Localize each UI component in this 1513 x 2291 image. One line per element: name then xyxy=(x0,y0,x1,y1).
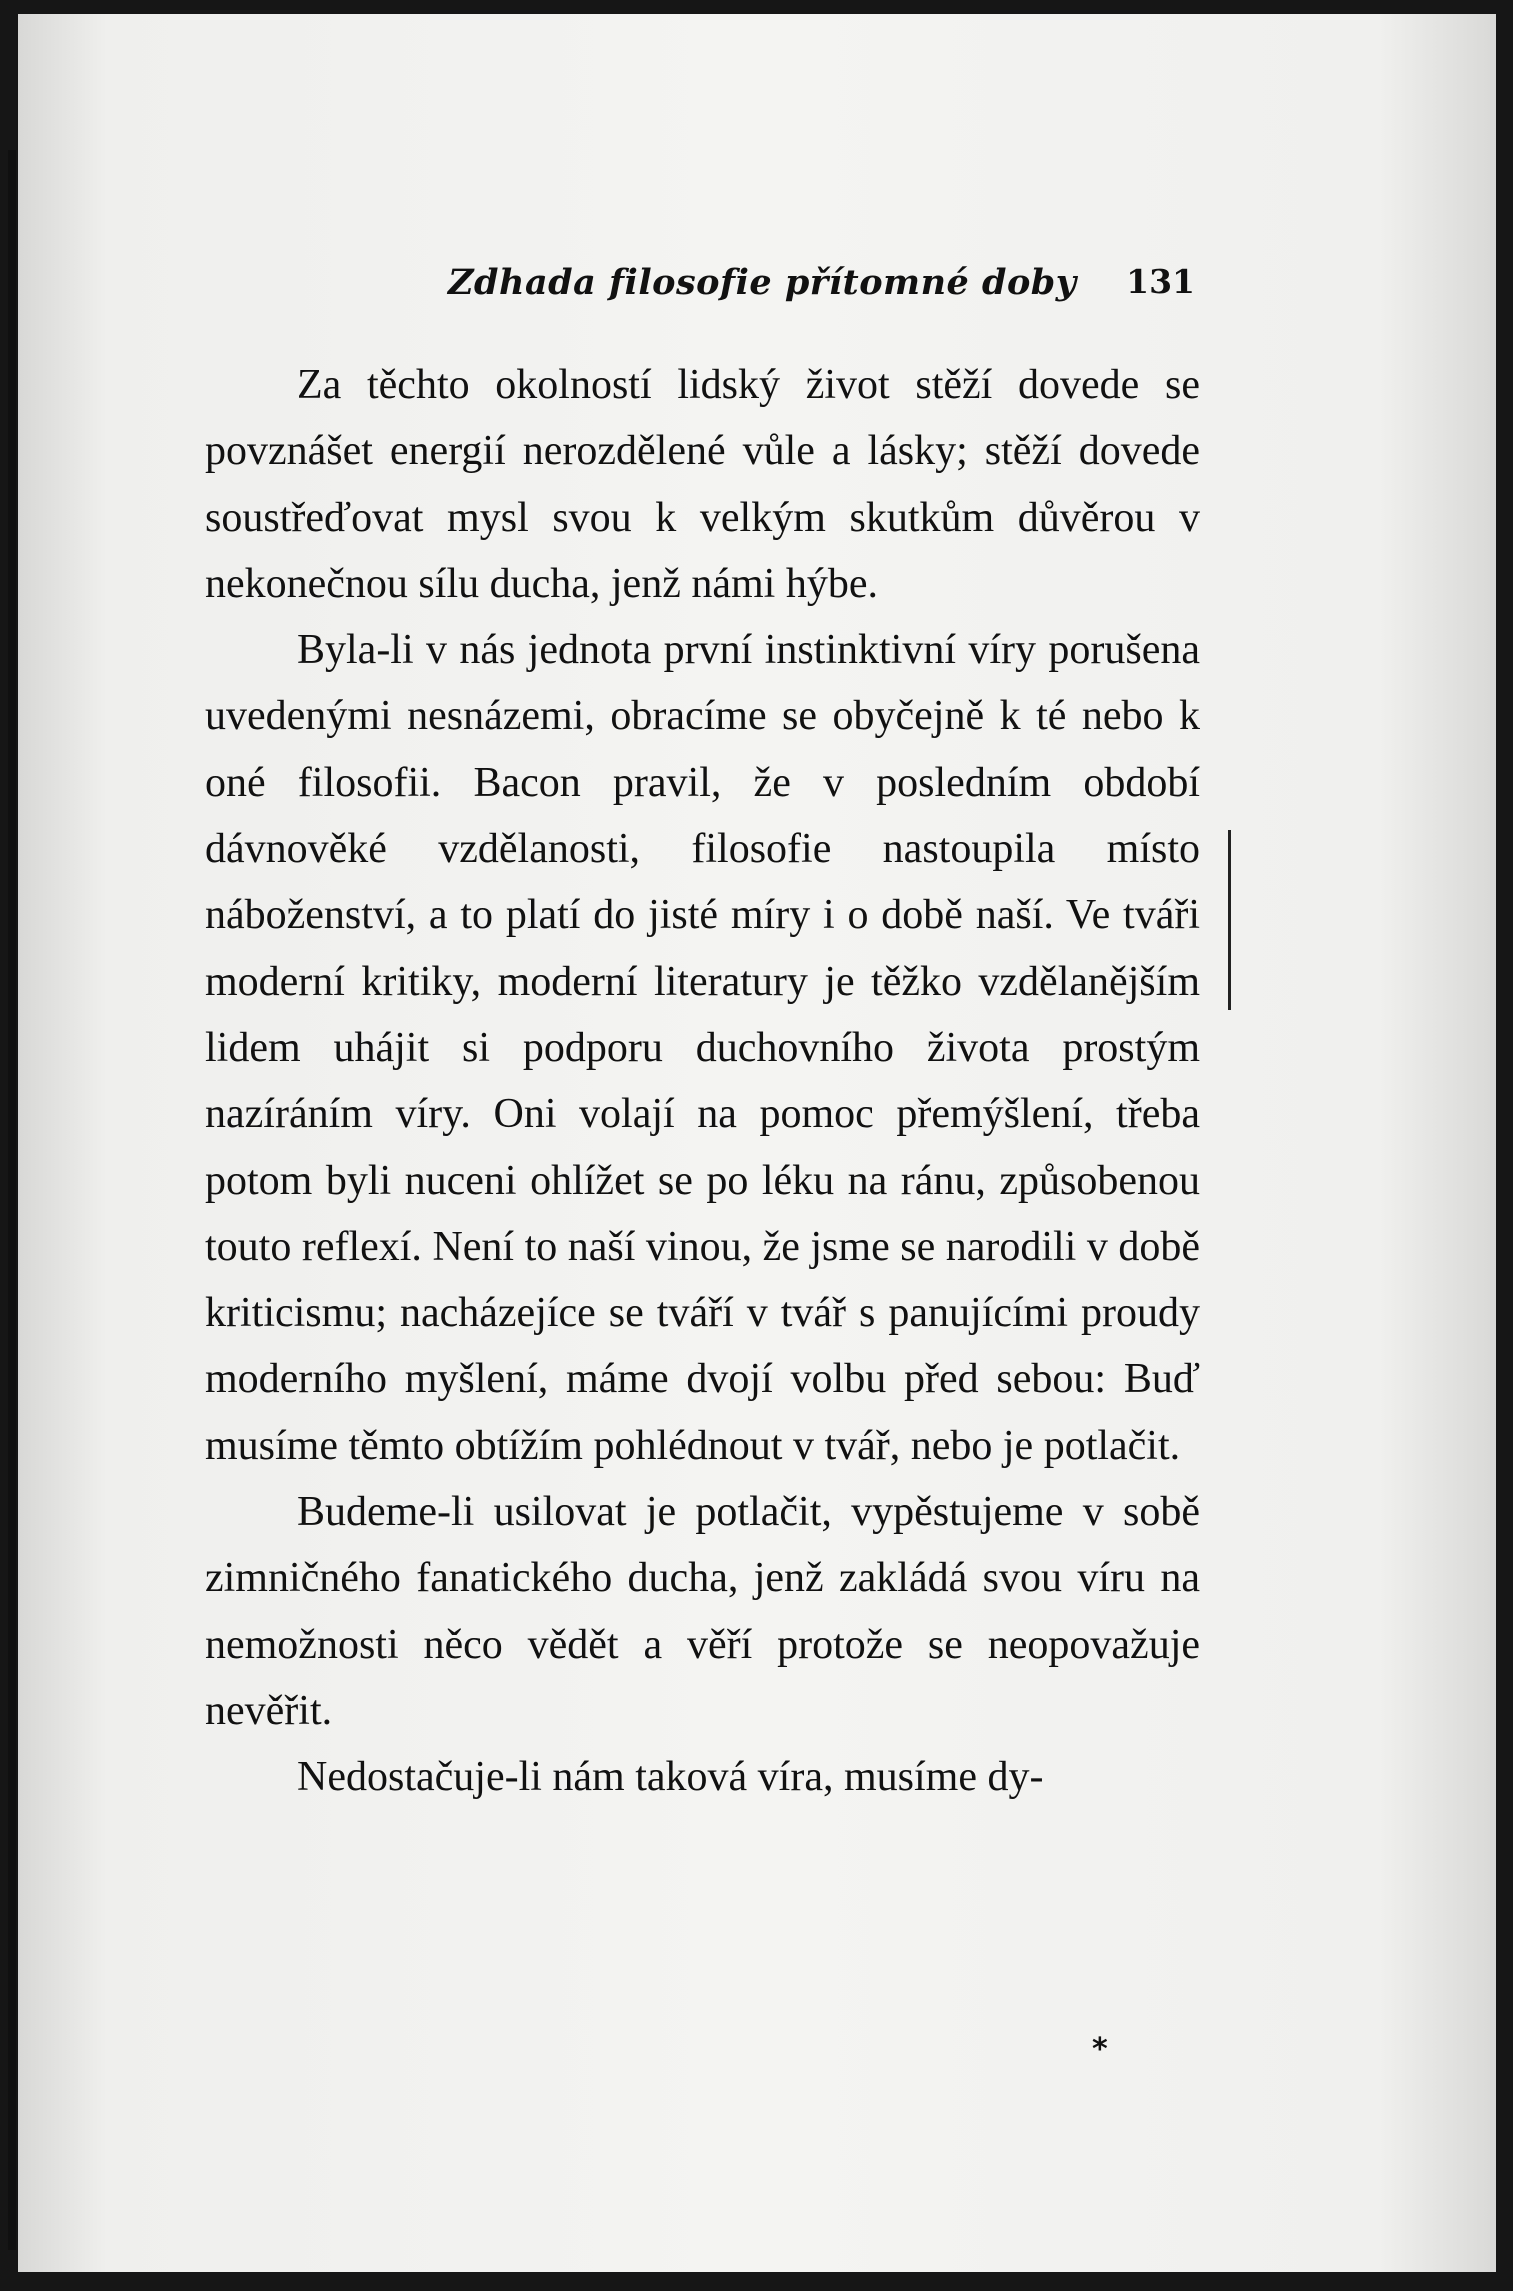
signature-mark: * xyxy=(1092,2032,1108,2067)
paragraph-3: Budeme-li usilovat je potlačit, vypěstujeme v sobě zimničného fanatického ducha, jenž zakládá svou víru na nemožnosti něco vědět a věří protože se neopovažuje nevěřit. xyxy=(205,1489,1200,1734)
running-title: Zdhada filosofie přítomné doby xyxy=(448,262,1077,303)
paragraph-1: Za těchto okolností lidský život stěží dovede se povznášet energií nerozdělené vůle a lásky; stěží dovede soustřeďovat mysl svou k velkým skutkům důvěrou v nekonečnou sílu ducha, jenž námi hýbe. xyxy=(205,362,1200,607)
paragraph-2: Byla-li v nás jednota první instinktivní víry porušena uvedenými nesnázemi, obracíme se obyčejně k té nebo k oné filosofii. Bacon pravil, že v posledním období dávnověké vzdělanosti, filosofie nastoupila místo náboženství, a to platí do jisté míry i o době naší. Ve tváři moderní kritiky, moderní literatury je těžko vzdělanějším lidem uhájit si podporu duchovního života prostým nazíráním víry. Oni volají na pomoc přemýšlení, třeba potom byli nuceni ohlížet se po léku na ránu, způsobenou touto reflexí. Není to naší vinou, že jsme se narodili v době kriticismu; nacházejíce se tváří v tvář s panujícími proudy moderního myšlení, máme dvojí volbu před sebou: Buď musíme těmto obtížím pohlédnout v tvář, nebo je potlačit. xyxy=(205,627,1200,1469)
margin-bracket-mark xyxy=(1228,830,1231,1010)
body-text xyxy=(205,352,1200,1811)
page-number: 131 xyxy=(1126,262,1195,301)
binding-edge xyxy=(8,150,16,2250)
paragraph-4: Nedostačuje-li nám taková víra, musíme dy- xyxy=(297,1754,1044,1801)
page-header xyxy=(190,262,1195,312)
